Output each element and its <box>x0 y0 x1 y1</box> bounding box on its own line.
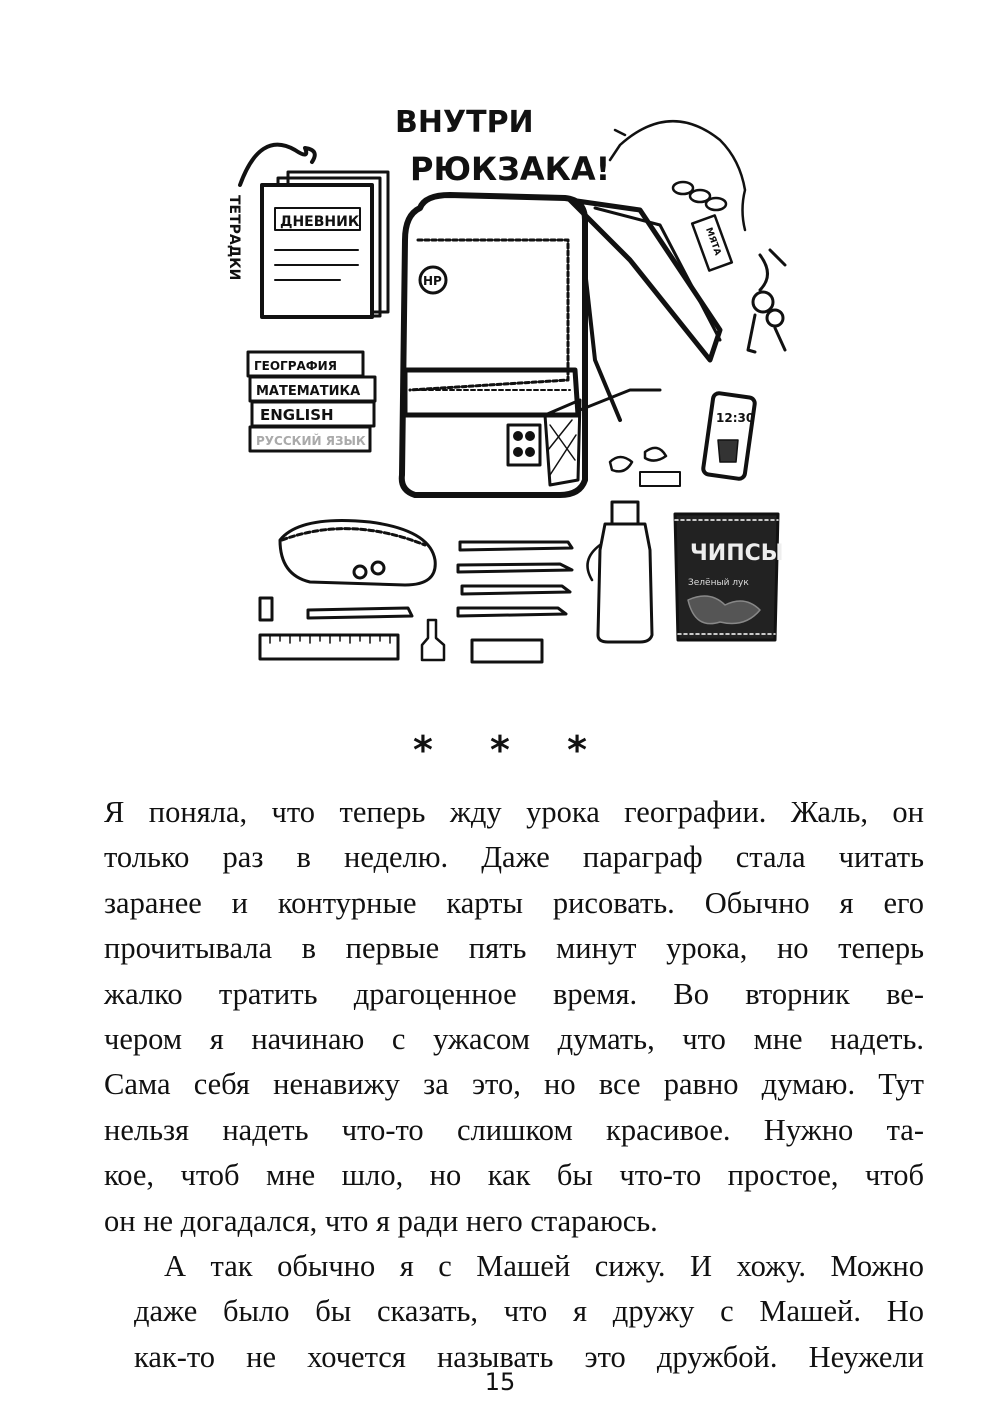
paragraph-1 <box>104 790 924 1244</box>
text-line: кое, чтоб мне шло, но как бы что-то простое, чтоб <box>104 1158 924 1193</box>
book-label-2: ENGLISH <box>260 406 334 424</box>
diary-label: ДНЕВНИК <box>280 214 360 230</box>
earphones-icon <box>610 121 745 230</box>
text-line: Сама себя ненавижу за это, но все равно думаю. Тут <box>104 1067 924 1102</box>
backpack-illustration <box>200 90 800 680</box>
diary-notebook-icon <box>262 172 388 317</box>
chips-label: ЧИПСЫ <box>690 541 784 566</box>
phone-time: 12:30 <box>716 411 755 425</box>
illustration-title-line2: РЮКЗАКА! <box>410 150 611 188</box>
text-line: даже было бы сказать, что я дружу с Машей. Но <box>134 1294 924 1329</box>
body-text <box>104 790 924 1380</box>
phone-icon <box>702 392 755 479</box>
paragraph-2 <box>104 1244 924 1380</box>
candy-wrapper-icon <box>610 448 666 472</box>
textbooks-stack-icon <box>248 352 375 451</box>
water-bottle-icon <box>588 502 653 642</box>
chips-bag-icon <box>675 514 784 640</box>
backpack-icon <box>402 195 723 495</box>
text-line: чером я начинаю с ужасом думать, что мне надеть. <box>104 1022 924 1057</box>
text-line: жалко тратить драгоценное время. Во вторник ве- <box>104 976 924 1011</box>
text-line: прочитывала в первые пять минут урока, но теперь <box>104 931 924 966</box>
keys-icon <box>748 250 785 352</box>
backpack-badge: HP <box>423 274 442 288</box>
book-label-1: МАТЕМАТИКА <box>256 384 361 399</box>
text-line: заранее и контурные карты рисовать. Обычно я его <box>104 885 924 920</box>
text-line: как-то не хочется называть это дружбой. Неужели <box>134 1339 924 1374</box>
text-line: Я поняла, что теперь жду урока географии. Жаль, он <box>104 795 924 829</box>
text-line: нельзя надеть что-то слишком красивое. Нужно та- <box>104 1112 924 1147</box>
book-label-3: РУССКИЙ ЯЗЫК <box>256 434 366 448</box>
mints-icon <box>673 182 732 271</box>
nail-polish-icon <box>422 620 444 660</box>
text-line: только раз в неделю. Даже параграф стала читать <box>104 840 924 875</box>
book-label-0: ГЕОГРАФИЯ <box>254 359 337 373</box>
section-separator: * * * <box>412 728 610 772</box>
pencil-case-icon <box>280 520 435 585</box>
page-number: 15 <box>484 1368 516 1396</box>
eraser-icon <box>472 640 542 662</box>
illustration-title-line1: ВНУТРИ <box>395 105 534 140</box>
mints-label: МЯТА <box>703 226 723 258</box>
chips-sublabel: Зелёный лук <box>688 578 749 588</box>
ruler-icon <box>260 635 398 659</box>
text-line: он не догадался, что я ради него стараюсь. <box>104 1203 658 1238</box>
chocolate-icon <box>640 472 680 486</box>
text-line: А так обычно я с Машей сижу. И хожу. Можно <box>164 1249 924 1284</box>
notebooks-side-label: ТЕТРАДКИ <box>226 195 242 281</box>
